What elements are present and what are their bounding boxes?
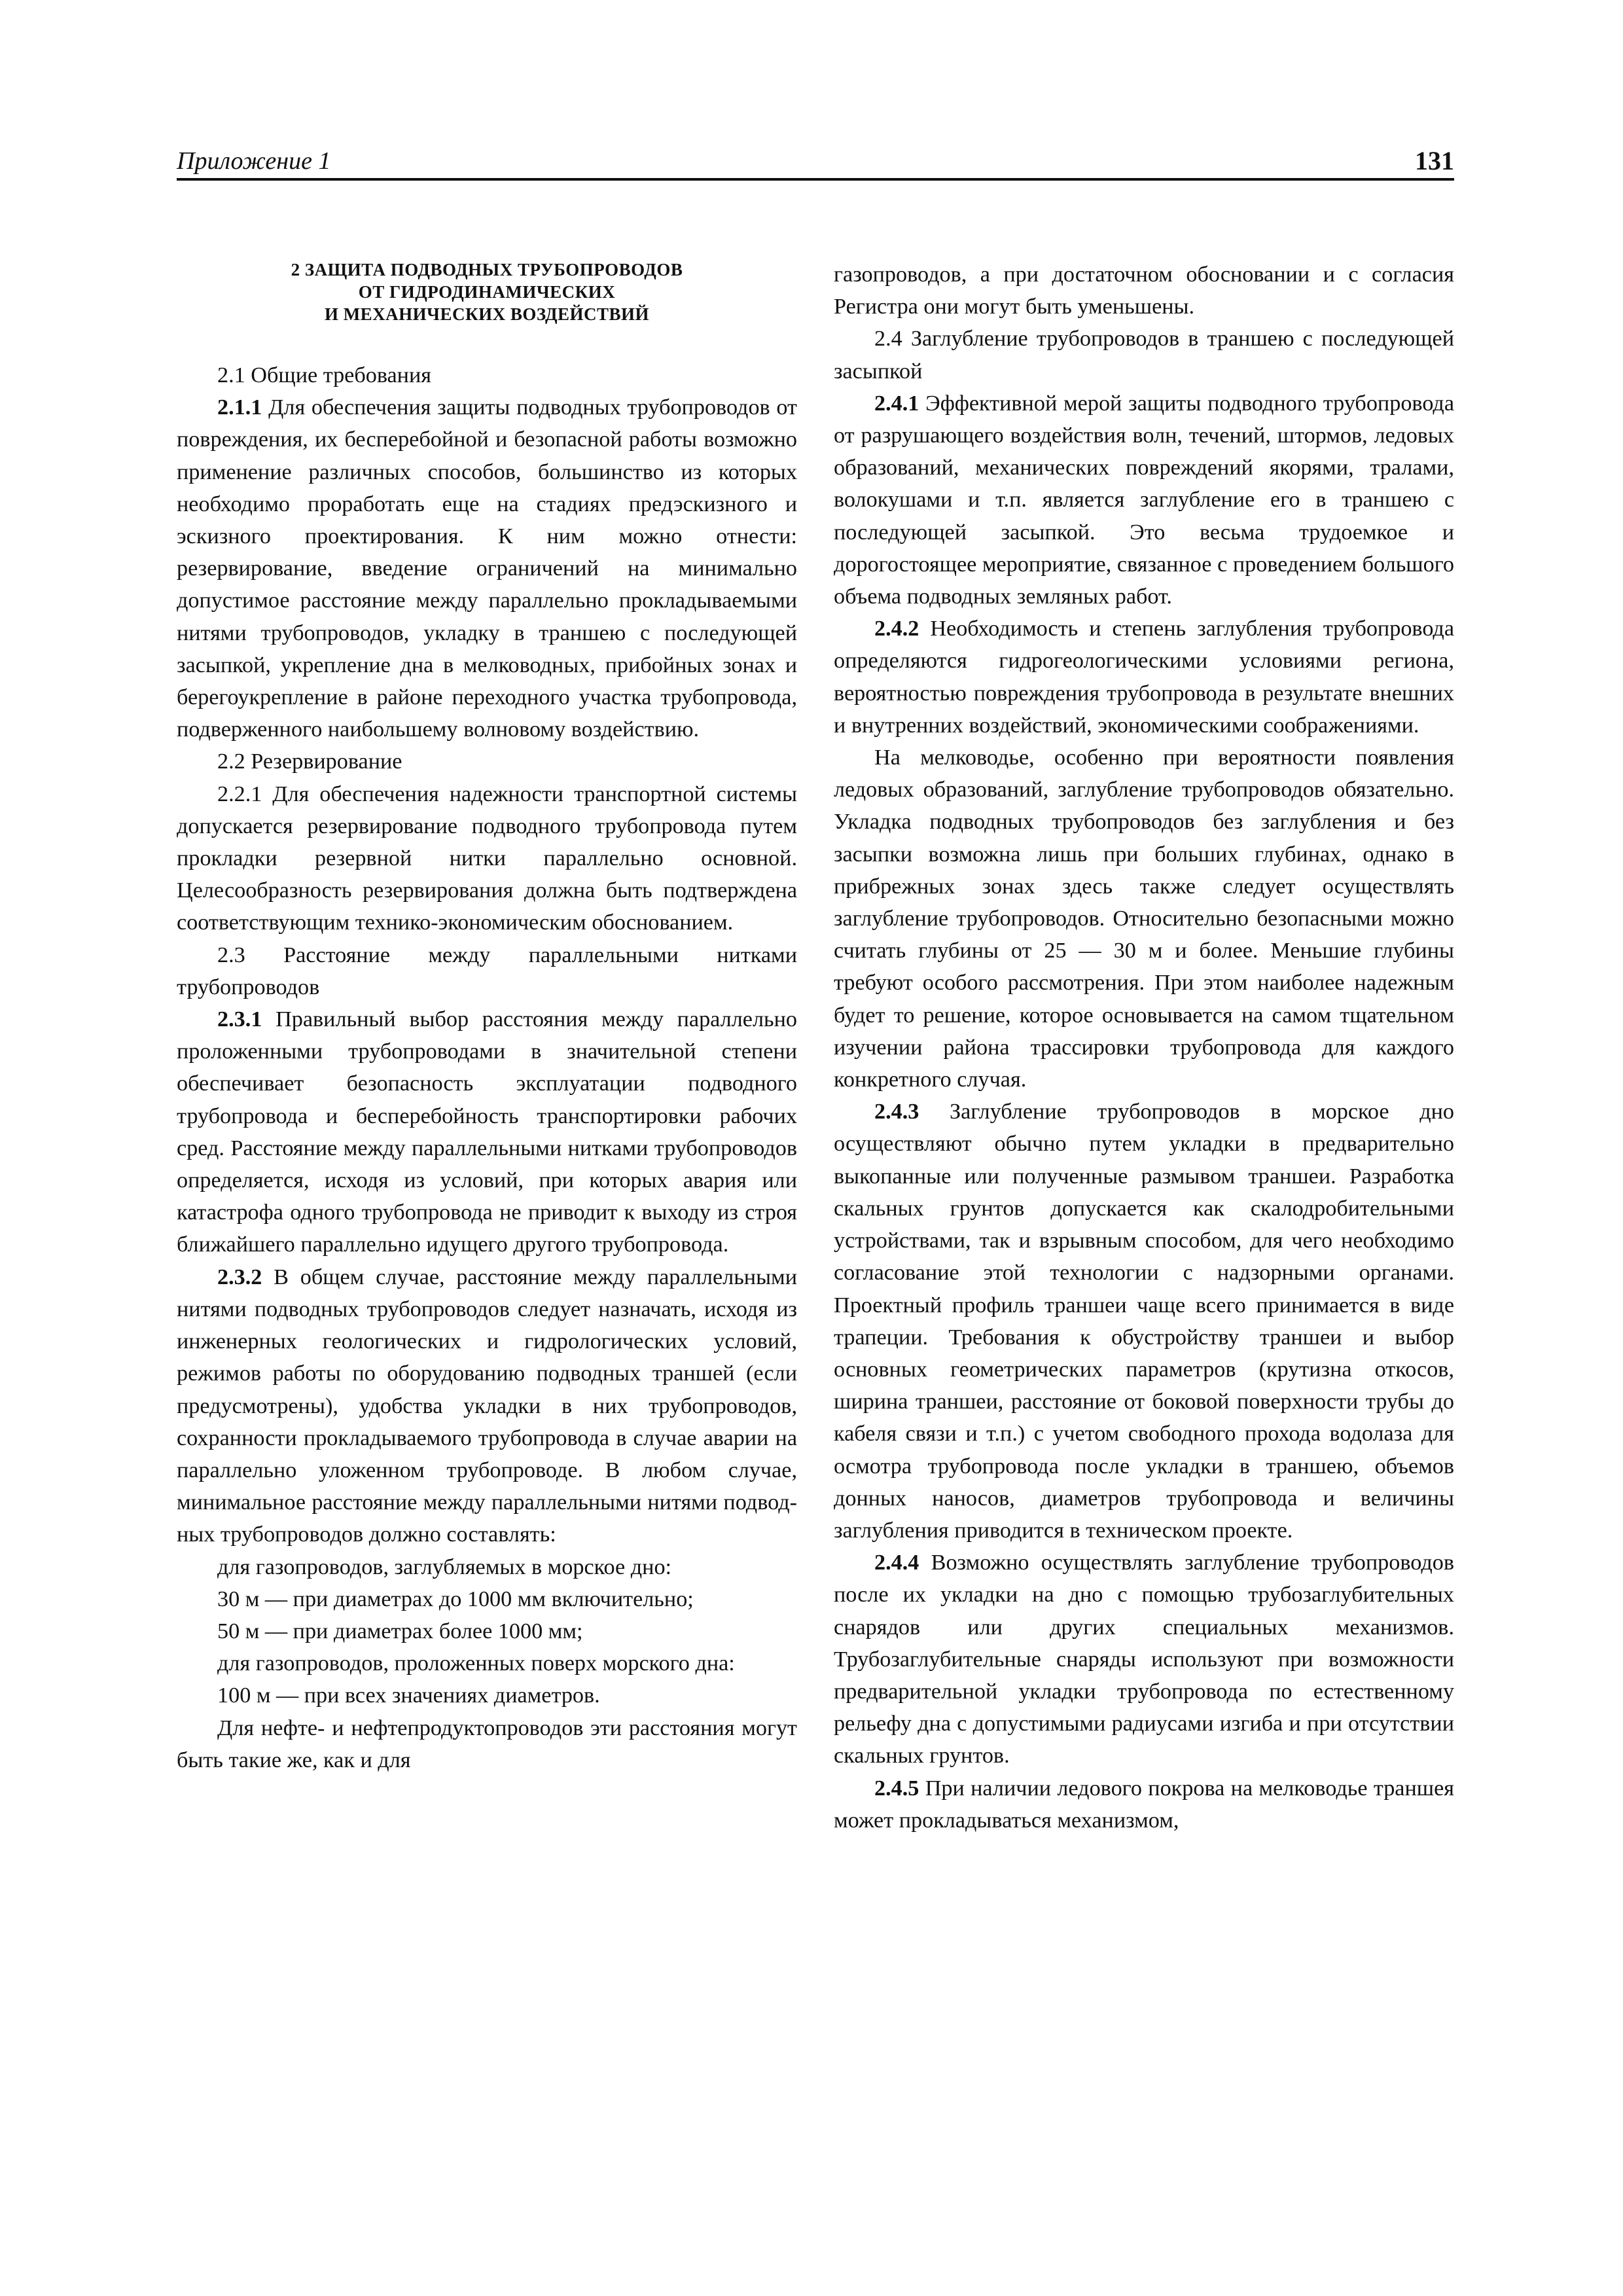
paragraph-text: Заглубление трубопроводов в морское дно осуществляют обычно путем укладки в предварительно выкопанные или полученные размывом траншеи. Разработка скальных грунтов допускается как скалодробительными устройствами, так и взрывным способом, для чего необходимо согласование этой технологии с надзорными органами. Проектный профиль траншеи чаще всего принимается в виде трапеции. Требования к обустройству траншеи и выбор основных геометрических параметров (крутизна откосов, ширина траншеи, расстояние от боковой поверхности трубы до кабеля связи и т.п.) с учетом свободного прохода водолаза для осмотра трубопровода после укладки в траншею, объемов донных наносов, диаметров трубопровода и величины заглубления приводится в техническом проекте. (834, 1100, 1454, 1543)
paragraph-shallow-water: На мелководье, особенно при вероятности появления ледовых образований, заглубление трубопроводов обязательно. Укладка подводных трубопроводов без заглубления и без засыпки возможна лишь при больших глубинах, однако в прибрежных зонах здесь также следует осуществлять заглубление трубопроводов. Относительно безопасными можно считать глубины от 25 — 30 м и более. Меньшие глубины требуют особого рассмотрения. При этом наиболее надежным будет то решение, которое основывается на самом тщательном изучении района трассировки трубопровода для каждого конкретного случая. (834, 745, 1454, 1092)
paragraph-text: В общем случае, расстояние между параллельными нитями подводных трубопроводов следует назначать, исходя из инженерных геологических и гидрологических условий, режимов работы по оборудованию подводных траншей (если предусмотрены), удобства укладки в них трубопроводов, сохранности прокладываемого трубопровода в случае аварии на параллельно уложенном трубопроводе. В любом случае, минимальное расстояние между параллельными нитями подводных трубопроводов должно составлять: (177, 1265, 797, 1547)
paragraph-text: Для обеспечения защиты подводных трубопроводов от повреждения, их бесперебойной и безопасной работы возможно применение различных способов, большинство из которых необходимо проработать еще на стадиях предэскизного и эскизного проектирования. К ним можно отнести: резервирование, введение ограничений на минимально допустимое расстояние между параллельно прокладываемыми нитями трубопроводов, укладку в траншею с последующей засыпкой, укрепление дна в мелководных, прибойных зонах и берегоукрепление в районе переходного участка трубопровода, подверженного наибольшему волновому воздействию. (177, 395, 797, 742)
subsection-heading-2-4: 2.4 Заглубление трубопроводов в траншею с последующей засыпкой (834, 327, 1454, 384)
clause-number: 2.3.1 (217, 1007, 262, 1032)
running-title: Приложение 1 (177, 147, 331, 175)
paragraph-2-1-1 (177, 391, 797, 745)
paragraph-2-2-1: 2.2.1 Для обеспечения надежности транспортной системы допускается резервирование подводного трубопровода путем прокладки резервной нитки параллельно основной. Целесообразность резервирования должна быть подтверждена соответствующим технико-экономическим обоснованием. (177, 781, 797, 935)
left-column (177, 259, 797, 1776)
paragraph-text: Необходимость и степень заглубления трубопровода определяются гидрогеологическими условиями региона, вероятностью повреждения трубопровода в результате внешних и внутренних воздействий, экономическими соображениями. (834, 617, 1454, 738)
paragraph-2-4-2 (834, 613, 1454, 742)
paragraph-2-4-1 (834, 387, 1454, 613)
clause-number: 2.3.2 (217, 1265, 262, 1289)
paragraph-2-3-1 (177, 1003, 797, 1261)
section-title-line: 2 ЗАЩИТА ПОДВОДНЫХ ТРУБОПРОВОДОВ (291, 260, 683, 279)
clause-number: 2.4.5 (874, 1776, 919, 1801)
section-title-line: И МЕХАНИЧЕСКИХ ВОЗДЕЙСТВИЙ (324, 304, 650, 324)
list-item-50m: 50 м — при диаметрах более 1000 мм; (217, 1619, 583, 1643)
section-title-line: ОТ ГИДРОДИНАМИЧЕСКИХ (358, 282, 616, 302)
clause-number: 2.4.1 (874, 391, 919, 416)
paragraph-2-4-4 (834, 1547, 1454, 1772)
paragraph-2-4-5 (834, 1772, 1454, 1837)
list-heading-gas-surface: для газопроводов, проложенных поверх морского дна: (217, 1651, 735, 1676)
paragraph-oil: Для нефте- и нефтепродуктопроводов эти расстояния могут быть такие же, как и для (177, 1715, 797, 1772)
paragraph-2-3-2 (177, 1261, 797, 1551)
subsection-heading-2-2: 2.2 Резервирование (217, 749, 402, 774)
list-heading-gas-buried: для газопроводов, заглубляемых в морское дно: (217, 1554, 672, 1579)
clause-number: 2.4.4 (874, 1551, 919, 1575)
section-title (177, 259, 797, 325)
paragraph-text: При наличии ледового покрова на мелководье траншея может прокладываться механизмом, (834, 1776, 1454, 1833)
subsection-heading-2-3: 2.3 Расстояние между параллельными нитками трубопроводов (177, 942, 797, 999)
subsection-heading-2-1: 2.1 Общие требования (217, 363, 432, 387)
paragraph-2-4-3 (834, 1096, 1454, 1547)
paragraph-continuation: газопроводов, а при достаточном обосновании и с согласия Регистра они могут быть уменьшены. (834, 262, 1454, 319)
paragraph-text: Эффективной мерой защиты подводного трубопровода от разрушающего воздействия волн, течений, штормов, ледовых образований, механических повреждений якорями, тралами, волокушами и т.п. является заглубление его в траншею с последующей засыпкой. Это весьма трудоемкое и дорогостоящее мероприятие, связанное с проведением большого объема подводных земляных работ. (834, 391, 1454, 609)
list-item-30m: 30 м — при диаметрах до 1000 мм включительно; (217, 1587, 694, 1611)
page-header (177, 145, 1454, 181)
paragraph-text: Возможно осуществлять заглубление трубопроводов после их укладки на дно с помощью трубозаглубительных снарядов или других специальных механизмов. Трубозаглубительные снаряды используют при возможности предварительной укладки трубопровода по естественному рельефу дна с допустимыми радиусами изгиба и при отсутствии скальных грунтов. (834, 1551, 1454, 1768)
page-number: 131 (1415, 146, 1454, 175)
clause-number: 2.4.3 (874, 1100, 919, 1124)
paragraph-text: Правильный выбор расстояния между параллельно проложенными трубопроводами в значительной степени обеспечивает безопасность эксплуатации подводного трубопровода и бесперебойность транспортировки рабочих сред. Расстояние между параллельными нитками трубопроводов определяется, исходя из условий, при которых авария или катастрофа одного трубопровода не приводит к выходу из строя ближайшего параллельно идущего другого трубопровода. (177, 1007, 797, 1257)
clause-number: 2.1.1 (217, 395, 262, 420)
list-item-100m: 100 м — при всех значениях диаметров. (217, 1683, 600, 1708)
right-column (834, 259, 1454, 1837)
clause-number: 2.4.2 (874, 617, 919, 641)
